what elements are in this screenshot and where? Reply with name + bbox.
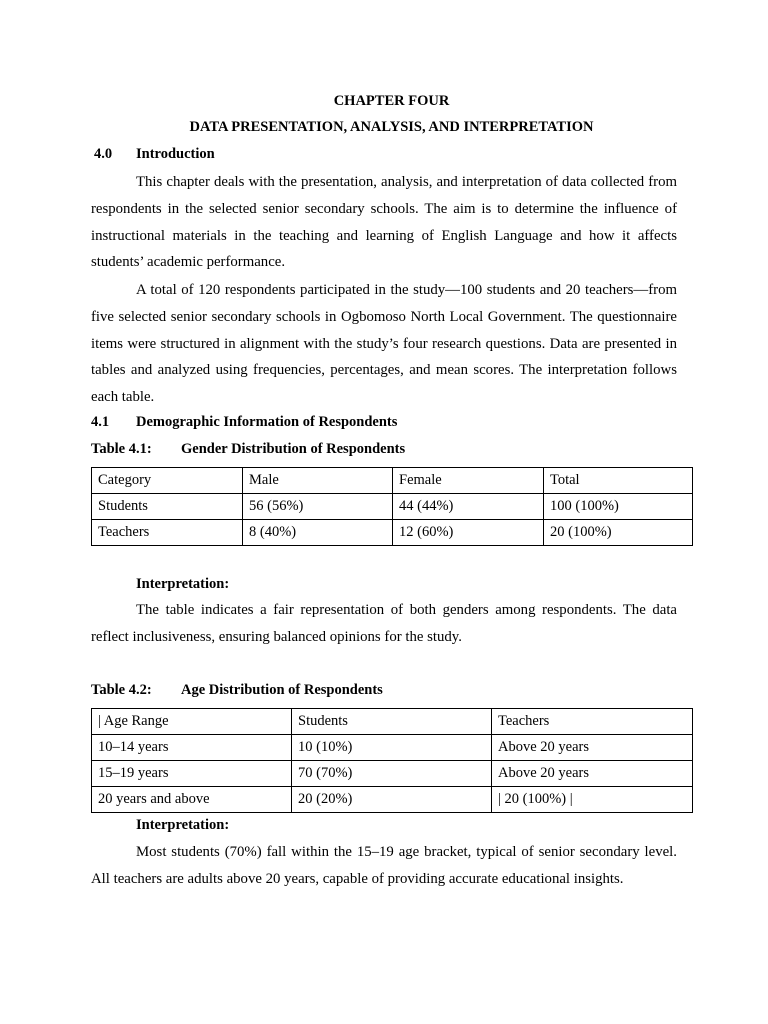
paragraph-intro [91,169,677,276]
section-heading-demographic [91,414,397,431]
table-cell: 20 (100%) [544,520,693,546]
table1-caption [91,441,405,458]
table-row [92,735,693,761]
table-row [92,494,693,520]
table-cell: | 20 (100%) | [492,787,693,813]
table-row [92,520,693,546]
table-cell: Students [92,494,243,520]
section-title: Demographic Information of Respondents [136,414,398,430]
table1-interpretation-heading: Interpretation: [136,576,230,592]
table-row [92,761,693,787]
section-title: Introduction [136,146,215,162]
header-cell: Male [243,468,393,494]
header-cell: | Age Range [92,709,292,735]
section-number: 4.1 [91,414,110,430]
gender-distribution-table [91,467,693,546]
table1-title: Gender Distribution of Respondents [181,441,406,457]
header-cell: Female [393,468,544,494]
table1-label: Table 4.1: [91,441,152,457]
age-distribution-table [91,708,693,813]
table-header-row [92,468,693,494]
table-cell: 10 (10%) [292,735,492,761]
table-cell: 44 (44%) [393,494,544,520]
table-cell: 15–19 years [92,761,292,787]
table-cell: Above 20 years [492,735,693,761]
table-cell: 70 (70%) [292,761,492,787]
table-cell: 56 (56%) [243,494,393,520]
table2-label: Table 4.2: [91,682,152,698]
table-cell: 20 years and above [92,787,292,813]
table2-interpretation [91,839,677,893]
table2-title: Age Distribution of Respondents [181,682,383,698]
header-cell: Category [92,468,243,494]
table-cell: 10–14 years [92,735,292,761]
table-cell: 20 (20%) [292,787,492,813]
section-heading-intro [94,146,215,163]
table-cell: 12 (60%) [393,520,544,546]
table-row [92,787,693,813]
table-cell: 100 (100%) [544,494,693,520]
header-cell: Total [544,468,693,494]
table-cell: 8 (40%) [243,520,393,546]
paragraph-intro-text: This chapter deals with the presentation, analysis, and interpretation of data collected from respondents in the selected senior secondary schools. The aim is to determine the influence of instructional materials in the teaching and learning of English Language and how it affects students’ academic performance. [91,174,677,271]
section-number: 4.0 [94,146,113,162]
paragraph-respondents-text: A total of 120 respondents participated in the study—100 students and 20 teachers—from five selected senior secondary schools in Ogbomoso North Local Government. The questionnaire items were structured in alignment with the study’s four research questions. Data are presented in tables and analyzed using frequencies, percentages, and mean scores. The interpretation follows each table. [91,282,677,406]
table-cell: Teachers [92,520,243,546]
chapter-title: CHAPTER FOUR [333,93,450,109]
table-cell: Above 20 years [492,761,693,787]
paragraph-respondents [91,277,677,411]
table2-caption [91,682,383,699]
chapter-subtitle: DATA PRESENTATION, ANALYSIS, AND INTERPRETATION [189,119,594,135]
table1-interpretation [91,597,677,651]
header-cell: Teachers [492,709,693,735]
header-cell: Students [292,709,492,735]
table1-interpretation-text: The table indicates a fair representation of both genders among respondents. The data reflect inclusiveness, ensuring balanced opinions for the study. [91,602,677,645]
table-header-row [92,709,693,735]
table2-interpretation-heading: Interpretation: [136,817,230,833]
table2-interpretation-text: Most students (70%) fall within the 15–19 age bracket, typical of senior secondary level. All teachers are adults above 20 years, capable of providing accurate educational insights. [91,844,677,887]
